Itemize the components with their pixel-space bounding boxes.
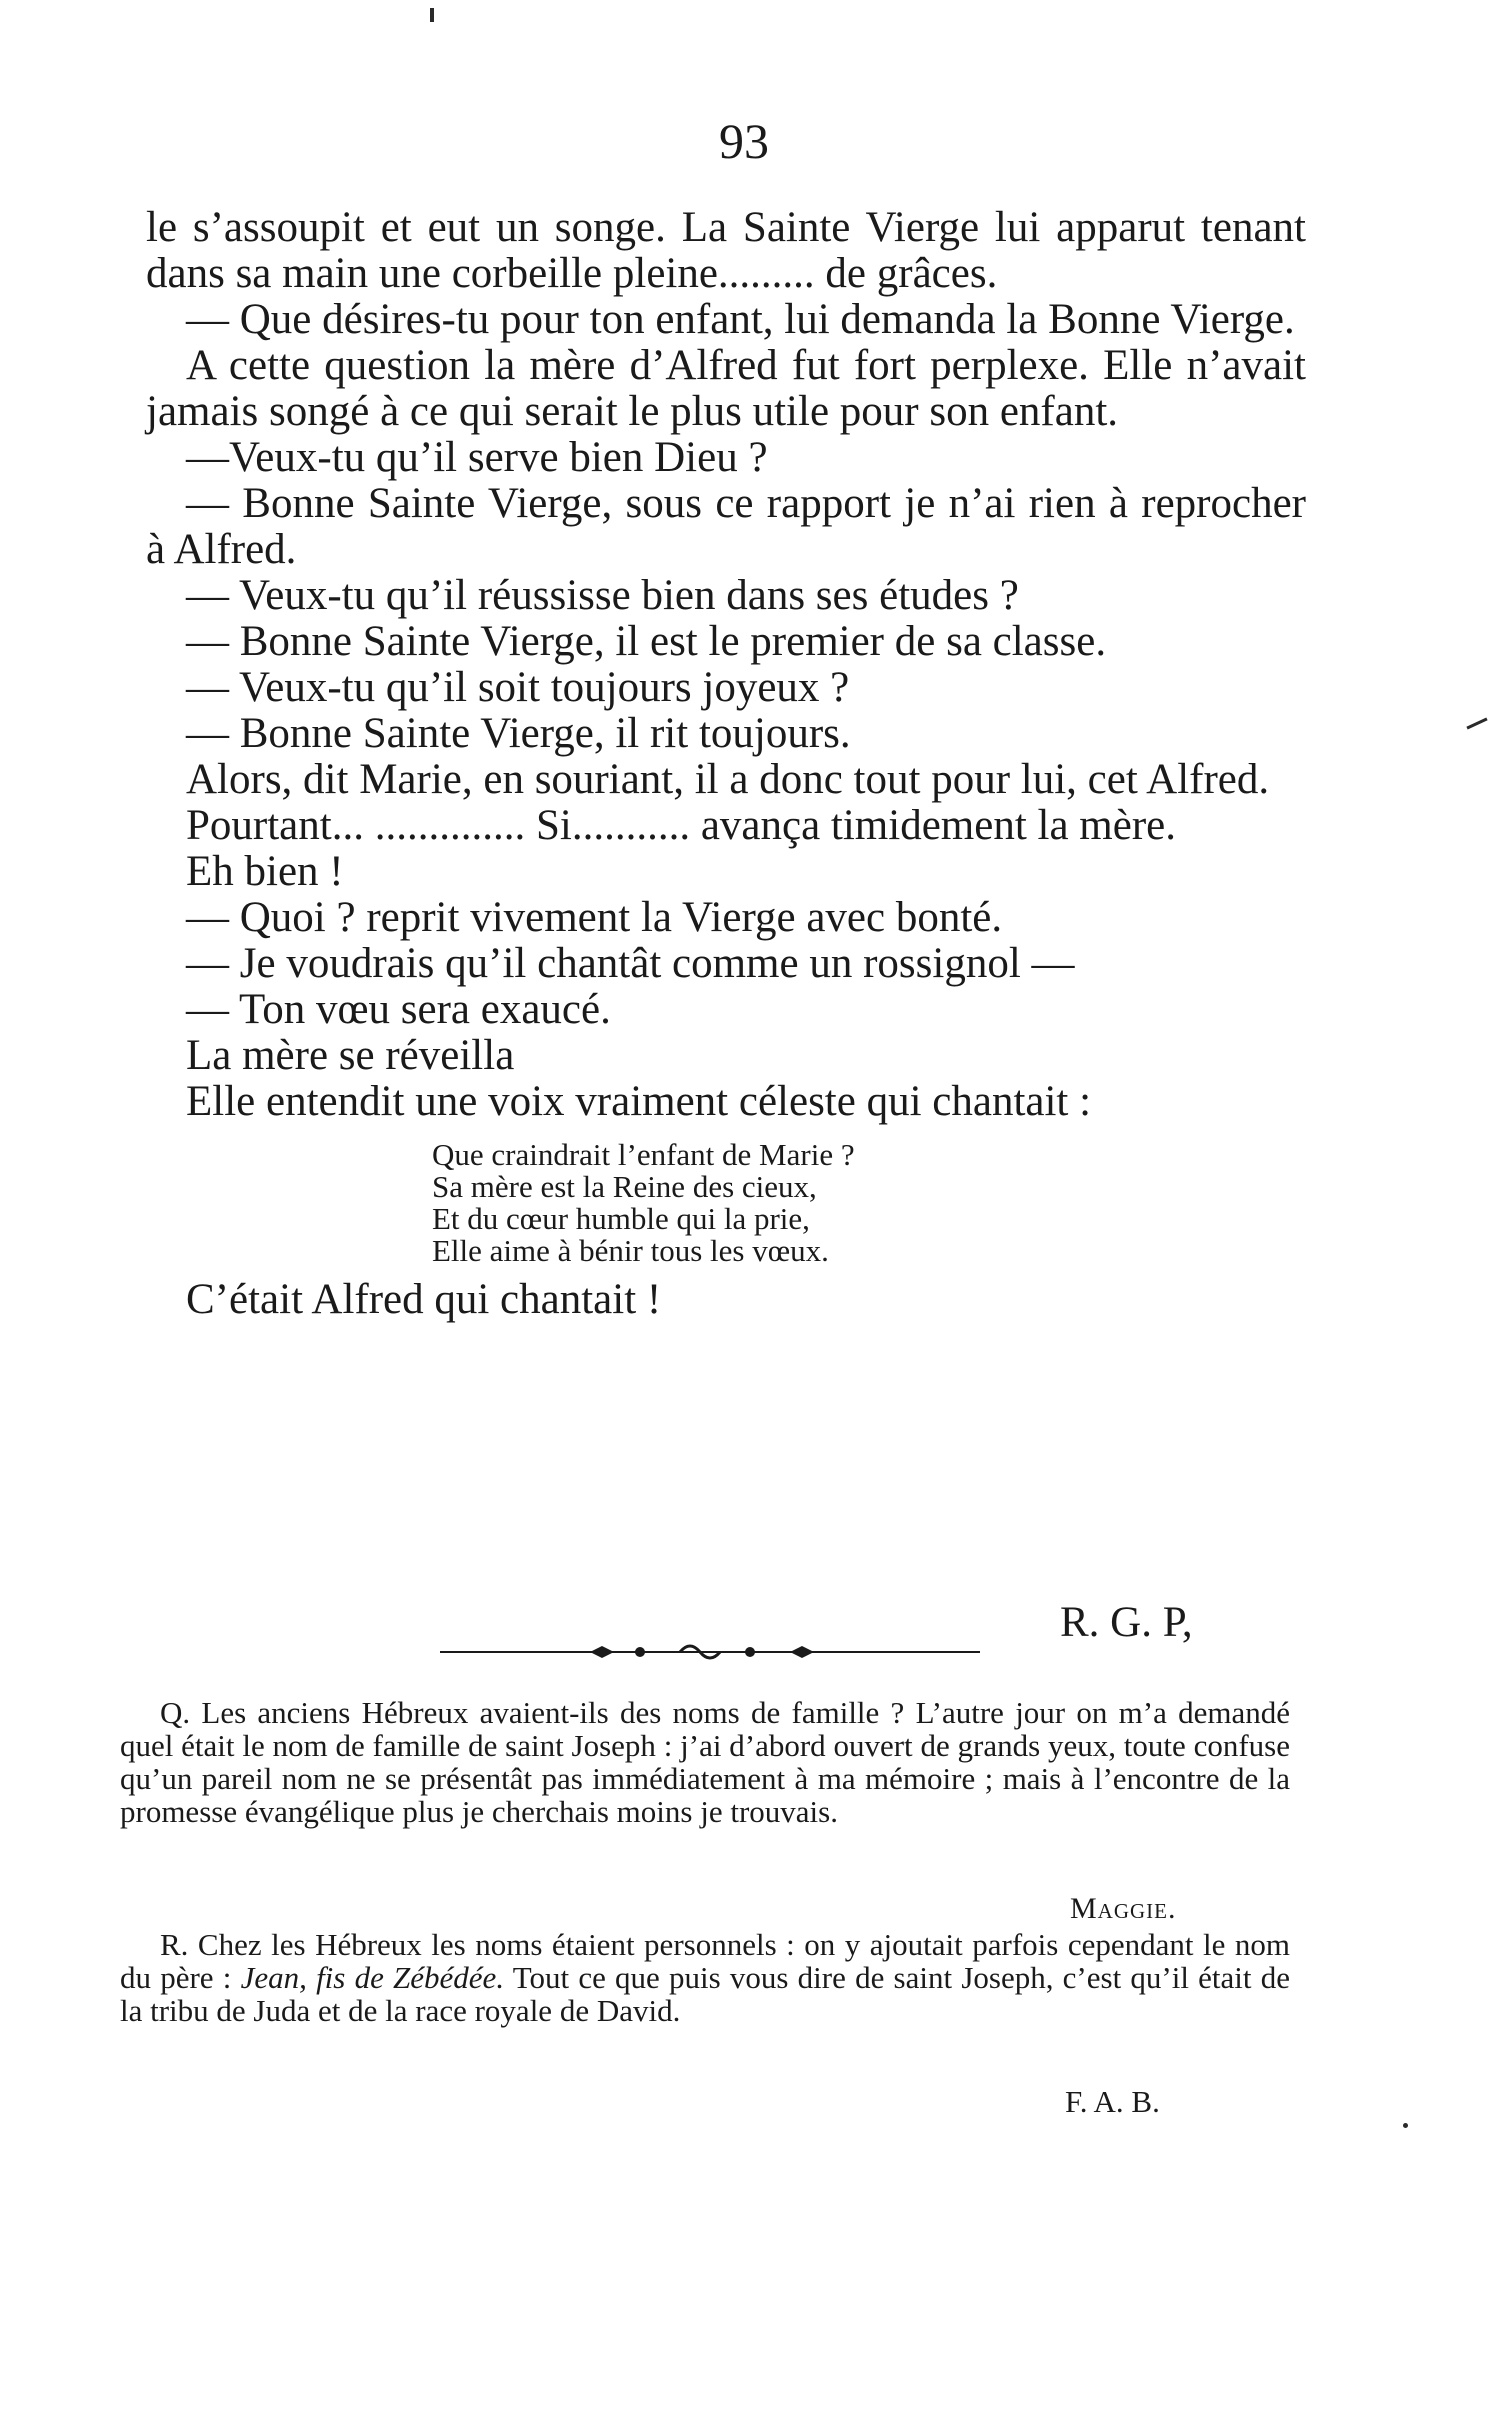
- poem-line: Elle aime à bénir tous les vœux.: [432, 1233, 829, 1268]
- answer-text: [120, 1928, 1290, 2027]
- paragraph: A cette question la mère d’Alfred fut fort perplexe. Elle n’avait jamais songé à ce qui serait le plus utile pour son enfant.: [146, 342, 1306, 435]
- paragraph: — Veux-tu qu’il soit toujours joyeux ?: [186, 664, 850, 711]
- poem-line: Et du cœur humble qui la prie,: [432, 1201, 810, 1236]
- paragraph: — Veux-tu qu’il réussisse bien dans ses études ?: [186, 572, 1019, 619]
- answer-text-start: R. Chez les Hébreux les noms étaient personnels : on y ajoutait parfois cependant le nom du père :: [120, 1927, 1290, 1995]
- paragraph: Elle entendit une voix vraiment céleste qui chantait :: [186, 1078, 1092, 1125]
- paragraph: — Je voudrais qu’il chantât comme un rossignol —: [186, 940, 1075, 987]
- scan-speck: [1403, 2123, 1408, 2128]
- signature-question: Maggie.: [1070, 1892, 1177, 1925]
- scan-speck: [1466, 717, 1487, 729]
- question-text: Q. Les anciens Hébreux avaient-ils des noms de famille ? L’autre jour on m’a demandé quel était le nom de famille de saint Joseph : j’ai d’abord ouvert de grands yeux, toute confuse qu’un pareil nom ne se présentât pas immédiatement à ma mémoire ; mais à l’encontre de la promesse évangélique plus je cherchais moins je trouvais.: [120, 1695, 1290, 1829]
- question-block: [120, 1696, 1290, 1828]
- paragraph: La mère se réveilla: [186, 1032, 515, 1079]
- scan-speck: [430, 8, 434, 22]
- poem-line: Sa mère est la Reine des cieux,: [432, 1169, 817, 1204]
- signature-story: R. G. P,: [1060, 1599, 1193, 1646]
- paragraph: le s’assoupit et eut un songe. La Sainte Vierge lui apparut tenant dans sa main une corbeille pleine......... de grâces.: [146, 204, 1306, 297]
- paragraph: — Bonne Sainte Vierge, sous ce rapport je n’ai rien à reprocher à Alfred.: [146, 480, 1306, 573]
- paragraph: Alors, dit Marie, en souriant, il a donc tout pour lui, cet Alfred.: [186, 756, 1270, 803]
- signature-answer: F. A. B.: [1065, 2084, 1160, 2119]
- closing-line: C’était Alfred qui chantait !: [186, 1276, 662, 1323]
- paragraph: Pourtant... .............. Si........... avança timidement la mère.: [186, 802, 1176, 849]
- answer-block: [120, 1928, 1290, 2027]
- paragraph: — Quoi ? reprit vivement la Vierge avec bonté.: [186, 894, 1003, 941]
- paragraph: — Ton vœu sera exaucé.: [186, 986, 611, 1033]
- answer-text-end: Tout ce que puis vous dire de saint Joseph, c’est qu’il était de la tribu de Juda et de la race royale de David.: [120, 1960, 1290, 2028]
- poem: [432, 1139, 1306, 1267]
- poem-line: Que craindrait l’enfant de Marie ?: [432, 1137, 855, 1172]
- answer-example: Jean, fis de Zébédée.: [240, 1960, 505, 1995]
- paragraph: — Bonne Sainte Vierge, il est le premier de sa classe.: [186, 618, 1107, 665]
- paragraph: — Que désires-tu pour ton enfant, lui demanda la Bonne Vierge.: [186, 296, 1295, 343]
- paragraph: Eh bien !: [186, 848, 344, 895]
- story-text: [146, 205, 1306, 1323]
- paragraph: — Bonne Sainte Vierge, il rit toujours.: [186, 710, 851, 757]
- page-number: 93: [719, 113, 769, 169]
- paragraph: —Veux-tu qu’il serve bien Dieu ?: [186, 434, 768, 481]
- ornamental-divider: [440, 1640, 980, 1664]
